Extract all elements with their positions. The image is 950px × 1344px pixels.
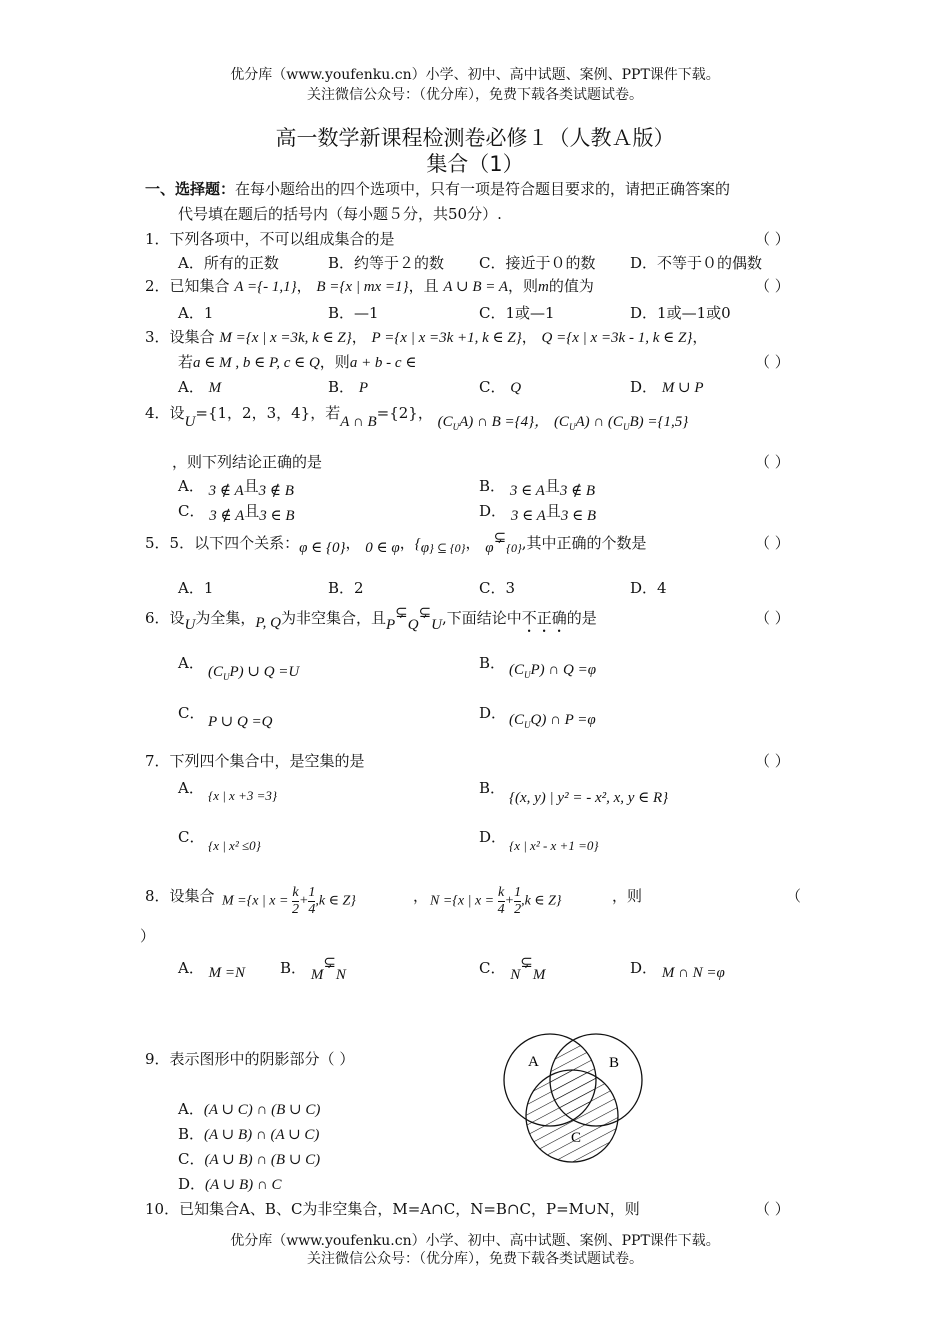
q9-option-a[interactable]: A．(A ∪ C) ∩ (B ∪ C) xyxy=(178,1100,321,1118)
q7-option-c-label[interactable]: C． xyxy=(178,828,205,846)
q8-set-n: N ={x | x = $\frac{k}{4}$ + $\frac{1}{2}$ ,k ∈ Z} xyxy=(430,885,562,917)
section-text-1: 在每小题给出的四个选项中，只有一项是符合题目要求的，请把正确答案的 xyxy=(235,180,731,198)
venn-label-b: B xyxy=(609,1055,620,1071)
q2-tail: ，则 xyxy=(508,277,539,295)
q3-set-q: Q ={x | x =3k - 1, k ∈ Z} xyxy=(541,330,693,346)
q2-option-d[interactable]: D．1或—1或0 xyxy=(630,304,731,322)
q3-set-p: P ={x | x =3k +1, k ∈ Z} xyxy=(371,330,522,346)
q8-stem: 8．设集合 xyxy=(145,887,215,905)
q2-option-a[interactable]: A．1 xyxy=(178,304,214,322)
q3-ruo: 若 xyxy=(178,353,194,371)
q5-subsetneq-symbol: ⊊ xyxy=(493,528,507,546)
q4-option-c[interactable]: C． 3 ∉ A且3 ∈ B xyxy=(178,502,295,524)
q3-expression: a + b - c ∈ xyxy=(349,355,417,371)
q6-subsetneq-1: ⊊ xyxy=(395,603,408,621)
q7-stem: 7．下列四个集合中，是空集的是 xyxy=(145,752,365,770)
header-line-1: 优分库（www.youfenku.cn）小学、初中、高中试题、案例、PPT课件下载。 xyxy=(230,67,720,83)
q1-option-d[interactable]: D．不等于０的偶数 xyxy=(630,254,763,272)
q1-option-c[interactable]: C．接近于０的数 xyxy=(479,254,596,272)
q3-answer-paren[interactable]: （ ） xyxy=(755,353,790,371)
footer-line-1: 优分库（www.youfenku.cn）小学、初中、高中试题、案例、PPT课件下载。 xyxy=(230,1233,720,1249)
q9-option-d[interactable]: D．(A ∪ B) ∩ C xyxy=(178,1175,282,1193)
q9-stem: 9．表示图形中的阴影部分（ ） xyxy=(145,1050,355,1068)
q9-option-b[interactable]: B．(A ∪ B) ∩ (A ∪ C) xyxy=(178,1125,320,1143)
q2-end: 的值为 xyxy=(548,277,594,295)
q8-set-m: M ={x | x = $\frac{k}{2}$ + $\frac{1}{4}$ ,k ∈ Z} xyxy=(222,885,356,917)
venn-label-c: C xyxy=(571,1130,582,1146)
q3-set-m: M ={x | x =3k, k ∈ Z} xyxy=(219,330,352,346)
q5-option-b[interactable]: B．2 xyxy=(328,579,364,597)
section-intro xyxy=(145,178,730,199)
q10-answer-paren[interactable]: （ ） xyxy=(755,1200,790,1218)
q1-option-a[interactable]: A．所有的正数 xyxy=(178,254,279,272)
q1-option-b[interactable]: B．约等于２的数 xyxy=(328,254,445,272)
q6-option-c-label[interactable]: C． xyxy=(178,704,205,722)
header-line-2: 关注微信公众号：（优分库），免费下载各类试题试卷。 xyxy=(307,87,643,103)
q2-option-c[interactable]: C．1或—1 xyxy=(479,304,555,322)
q6-option-a-label[interactable]: A． xyxy=(178,654,204,672)
page-subtitle: 集合（1） xyxy=(426,152,524,176)
q7-option-a[interactable]: {x | x +3 =3} xyxy=(208,788,278,803)
q7-option-d-label[interactable]: D． xyxy=(479,828,507,846)
q8-option-b[interactable]: B． M⊊N xyxy=(280,953,346,983)
q2-condition: A ∪ B = A xyxy=(443,279,508,295)
q3-option-a[interactable]: A． M xyxy=(178,378,222,396)
q1-answer-paren[interactable]: （ ） xyxy=(755,230,790,248)
q8-option-c[interactable]: C． N⊊M xyxy=(479,953,546,983)
q1-stem: 1．下列各项中，不可以组成集合的是 xyxy=(145,230,395,248)
q2-set-a: A ={- 1,1} xyxy=(234,279,297,295)
q8-paren-right[interactable]: ） xyxy=(140,927,156,945)
q8-option-d[interactable]: D． M ∩ N =φ xyxy=(630,959,725,981)
q7-option-b[interactable]: {(x, y) | y² = - x², x, y ∈ R} xyxy=(509,790,669,806)
q6-option-d[interactable]: $(C_UQ)$ ∩ P =φ xyxy=(509,712,596,730)
q2-option-b[interactable]: B．—1 xyxy=(328,304,379,322)
q5-stem: 5．5．以下四个关系：φ ∈ {0}， 0 ∈ φ，{$\varphi_{\} ⊆ \{0\}}$， $\varphi⊊_{\{0\}}$,其中正确的个数是 xyxy=(145,528,647,556)
q4-stem: 4．设U={1，2，3，4}，若A ∩ B={2}， $(C_UA)$ ∩ B ={4}， $(C_UA)$ ∩ $(C_UB) =\{1,5\}$ xyxy=(145,404,689,432)
q3-option-c[interactable]: C． Q xyxy=(479,378,522,396)
q8-ze: ，则 xyxy=(612,887,643,905)
q6-emphasis: 不正确 xyxy=(521,609,567,627)
q7-option-d[interactable]: {x | x² - x +1 =0} xyxy=(509,838,599,853)
q6-option-d-label[interactable]: D． xyxy=(479,704,507,722)
q7-answer-paren[interactable]: （ ） xyxy=(755,752,790,770)
q7-option-a-label[interactable]: A． xyxy=(178,779,204,797)
q5-answer-paren[interactable]: （ ） xyxy=(755,534,790,552)
q3-condition: a ∈ M , b ∈ P, c ∈ Q xyxy=(193,355,320,371)
section-label: 一、选择题： xyxy=(145,180,236,198)
section-text-2: 代号填在题后的括号内（每小题５分，共50分）. xyxy=(178,205,502,223)
page-title: 高一数学新课程检测卷必修１（人教Ａ版） xyxy=(275,126,675,150)
q6-option-a[interactable]: $(C_UP)$ ∪ Q =U xyxy=(208,664,300,682)
q4-option-b[interactable]: B． 3 ∈ A且3 ∉ B xyxy=(479,477,596,499)
q5-option-a[interactable]: A．1 xyxy=(178,579,214,597)
q7-option-c[interactable]: {x | x² ≤0} xyxy=(208,838,261,853)
q3-stem: 3．设集合 M ={x | x =3k, k ∈ Z}， P ={x | x =3k +1, k ∈ Z}， Q ={x | x =3k - 1, k ∈ Z}， xyxy=(145,328,708,346)
q3-ze: ，则 xyxy=(319,353,350,371)
q2-set-b: B ={x | mx =1} xyxy=(316,279,409,295)
q4-option-d[interactable]: D． 3 ∈ A且3 ∈ B xyxy=(479,502,597,524)
q2-mid: ，且 xyxy=(408,277,439,295)
q4-line2: ，则下列结论正确的是 xyxy=(172,453,323,471)
q6-subsetneq-2: ⊊ xyxy=(418,603,432,621)
q8-comma: ， xyxy=(413,887,429,905)
q3-line2 xyxy=(178,351,416,372)
q2-stem: 2．已知集合 A ={- 1,1}， B ={x | mx =1}，且 A ∪ B = A，则m的值为 xyxy=(145,277,594,295)
venn-label-a: A xyxy=(528,1054,539,1070)
venn-shaded-region xyxy=(498,1028,658,1176)
q2-stem-text: 2．已知集合 xyxy=(145,277,230,295)
q6-option-c[interactable]: P ∪ Q =Q xyxy=(208,714,273,730)
q2-answer-paren[interactable]: （ ） xyxy=(755,277,790,295)
q5-option-c[interactable]: C．3 xyxy=(479,579,516,597)
q2-var: m xyxy=(538,279,549,295)
q6-answer-paren[interactable]: （ ） xyxy=(755,609,790,627)
q5-option-d[interactable]: D．4 xyxy=(630,579,667,597)
q3-stem-text: 3．设集合 xyxy=(145,328,215,346)
q8-option-a[interactable]: A． M =N xyxy=(178,959,245,981)
q10-stem: 10．已知集合A、B、C为非空集合，M=A∩C，N=B∩C，P=M∪N，则 xyxy=(145,1200,640,1218)
q4-answer-paren[interactable]: （ ） xyxy=(755,453,790,471)
q3-option-d[interactable]: D． M ∪ P xyxy=(630,378,704,396)
q3-option-b[interactable]: B． P xyxy=(328,378,368,396)
q9-option-c[interactable]: C．(A ∪ B) ∩ (B ∪ C) xyxy=(178,1150,321,1168)
q7-option-b-label[interactable]: B． xyxy=(479,779,506,797)
venn-diagram xyxy=(498,1028,658,1176)
q6-option-b-label[interactable]: B． xyxy=(479,654,506,672)
q6-option-b[interactable]: $(C_UP)$ ∩ Q =φ xyxy=(509,662,596,680)
q6-stem: 6．设U为全集，P, Q为非空集合，且P⊊Q⊊U,下面结论中不正确的是 xyxy=(145,603,597,633)
q4-option-a[interactable]: A． 3 ∉ A且3 ∉ B xyxy=(178,477,294,499)
q8-paren-left[interactable]: （ xyxy=(786,887,802,905)
footer-line-2: 关注微信公众号：（优分库），免费下载各类试题试卷。 xyxy=(307,1251,643,1267)
